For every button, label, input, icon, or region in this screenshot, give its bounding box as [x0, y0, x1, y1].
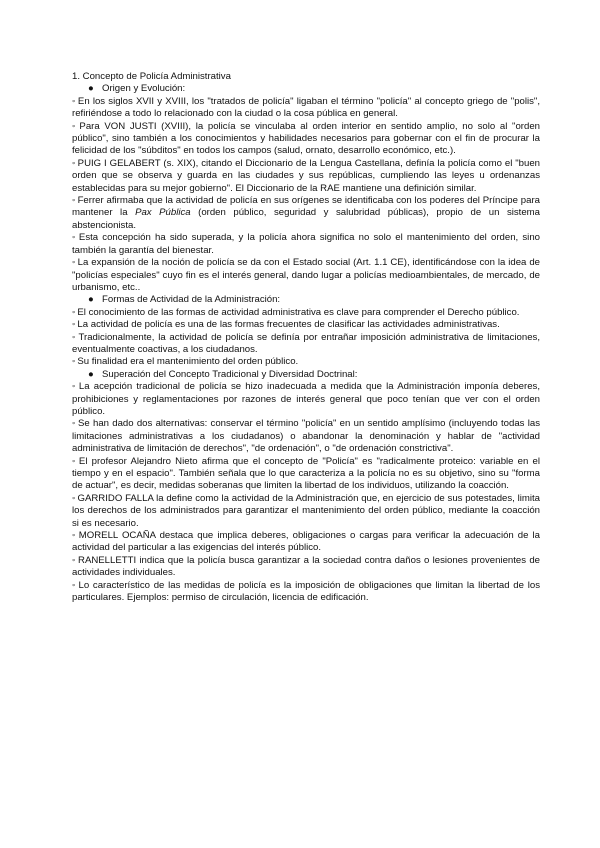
subbullet-icon: ◦ [72, 95, 76, 107]
paragraph-text: Para VON JUSTI (XVIII), la policía se vinculaba al orden interior en sentido amplio, no solo al "orden público", sino también a los conocimientos y habilidades necesarios para gobernar con el fin de procurar la felicidad de los "súbditos" en todos los campos (salud, ornato, desarrollo económico, etc.). [72, 120, 540, 157]
paragraph-text: Tradicionalmente, la actividad de policía se definía por entrañar imposición administrativa de limitaciones, eventualmente coactivas, a los ciudadanos. [72, 331, 540, 355]
paragraph-text: (orden público, seguridad y salubridad públicas), propio de un sistema abstencionista. [72, 207, 541, 231]
italic-term: Pax Pública [135, 207, 191, 219]
paragraph [72, 381, 540, 418]
paragraph-text: Lo característico de las medidas de policía es la imposición de obligaciones que limitan la libertad de los particulares. Ejemplos: permiso de circulación, licencia de edificación. [72, 579, 540, 604]
paragraph [72, 356, 540, 368]
paragraph-text: GARRIDO FALLA la define como la actividad de la Administración que, en ejercicio de sus potestades, limita los derechos de los administrados para garantizar el mantenimiento del orden público, mediante la coacción si es necesario. [72, 492, 540, 529]
paragraph-text: Ferrer afirmaba que la actividad de policía en sus orígenes se identificaba con los poderes del Príncipe para mantener la [72, 195, 540, 219]
subbullet-icon: ◦ [72, 195, 76, 207]
section-heading [72, 294, 540, 306]
subbullet-icon: ◦ [72, 257, 76, 269]
paragraph [72, 456, 540, 493]
paragraph-text: PUIG I GELABERT (s. XIX), citando el Diccionario de la Lengua Castellana, definía la policía como el "buen orden que se observa y guarda en las ciudades y sus repúblicas, cumpliendo las leyes u ordenanzas establecidas para su mejor gobierno". El Diccionario de la RAE mantiene una definición similar. [72, 157, 541, 194]
subbullet-icon: ◦ [72, 492, 76, 504]
subbullet-icon: ◦ [72, 319, 76, 331]
paragraph-text: MORELL OCAÑA destaca que implica deberes, obligaciones o cargas para verificar la adecuación de la actividad del particular a las exigencias del interés público. [72, 530, 540, 554]
paragraph-text: Esta concepción ha sido superada, y la policía ahora significa no solo el mantenimiento del orden, sino también la garantía del bienestar. [72, 232, 540, 256]
paragraph [72, 257, 540, 294]
paragraph [72, 580, 540, 605]
paragraph [72, 418, 540, 455]
section [72, 369, 540, 605]
subbullet-icon: ◦ [72, 331, 77, 343]
section-heading [72, 369, 540, 381]
paragraph-text: La expansión de la noción de policía se da con el Estado social (Art. 1.1 CE), identificándose con la idea de "policías especiales" cuyo fin es el interés general, dando lugar a policías medioambientales, de mercado, de urbanismo, etc.. [72, 257, 540, 293]
paragraph-text: La acepción tradicional de policía se hizo inadecuada a medida que la Administración imponía deberes, prohibiciones y reglamentaciones por razones de interés general que poco tenían que ver con el orden público. [72, 381, 541, 417]
paragraph [72, 158, 540, 195]
subbullet-icon: ◦ [72, 579, 77, 591]
paragraph [72, 493, 540, 530]
paragraph-text: Se han dado dos alternativas: conservar el término "policía" en un sentido amplísimo (incluyendo todas las limitaciones administrativas a los ciudadanos) o abandonar la denominación y hablar de "actividad administrativa de limitación de derechos", "de ordenación", o "de ordenación constrictiva". [72, 418, 540, 455]
paragraph [72, 307, 540, 319]
paragraph-text: Su finalidad era el mantenimiento del orden público. [77, 356, 299, 368]
section-heading-text: Superación del Concepto Tradicional y Diversidad Doctrinal: [102, 368, 358, 380]
section-heading-text: Origen y Evolución: [102, 83, 186, 95]
section-heading-text: Formas de Actividad de la Administración: [102, 294, 281, 306]
document-title: 1. Concepto de Policía Administrativa [72, 71, 231, 82]
subbullet-icon: ◦ [72, 530, 77, 542]
paragraph-text: La actividad de policía es una de las formas frecuentes de clasificar las actividades administrativas. [77, 319, 500, 331]
bullet-icon: ● [88, 368, 94, 380]
subbullet-icon: ◦ [72, 157, 76, 169]
subbullet-icon: ◦ [72, 455, 77, 467]
paragraph [72, 555, 540, 580]
paragraph [72, 332, 540, 357]
bullet-icon: ● [88, 83, 94, 95]
paragraph-text: El profesor Alejandro Nieto afirma que el concepto de "Policía" es "radicalmente proteico: variable en el tiempo y en el espacio". También señala que lo que caracteriza a la policía no es su objetivo, sino su "forma de actuar", es decir, medidas soberanas que limiten la libertad de los individuos, utilizando la coacción. [72, 455, 540, 492]
paragraph [72, 232, 540, 257]
paragraph [72, 319, 540, 331]
paragraph [72, 96, 540, 121]
subbullet-icon: ◦ [72, 232, 77, 244]
subbullet-icon: ◦ [72, 120, 78, 132]
subbullet-icon: ◦ [72, 306, 76, 318]
section [72, 294, 540, 368]
paragraph-text: El conocimiento de las formas de actividad administrativa es clave para comprender el Derecho público. [77, 306, 520, 318]
paragraph-text: RANELLETTI indica que la policía busca garantizar a la sociedad contra daños o lesiones provenientes de actividades individuales. [72, 554, 540, 579]
subbullet-icon: ◦ [72, 554, 77, 566]
paragraph-text: En los siglos XVII y XVIII, los "tratados de policía" ligaban el término "policía" al concepto griego de "polis", refiriéndose a todo lo relacionado con la ciudad o la cosa pública en general. [72, 95, 540, 120]
paragraph [72, 530, 540, 555]
bullet-icon: ● [88, 294, 94, 306]
section-heading [72, 83, 540, 95]
subbullet-icon: ◦ [72, 356, 76, 368]
paragraph [72, 121, 540, 158]
section [72, 83, 540, 294]
subbullet-icon: ◦ [72, 381, 77, 393]
paragraph [72, 195, 540, 232]
document-body [72, 83, 540, 604]
subbullet-icon: ◦ [72, 418, 76, 430]
